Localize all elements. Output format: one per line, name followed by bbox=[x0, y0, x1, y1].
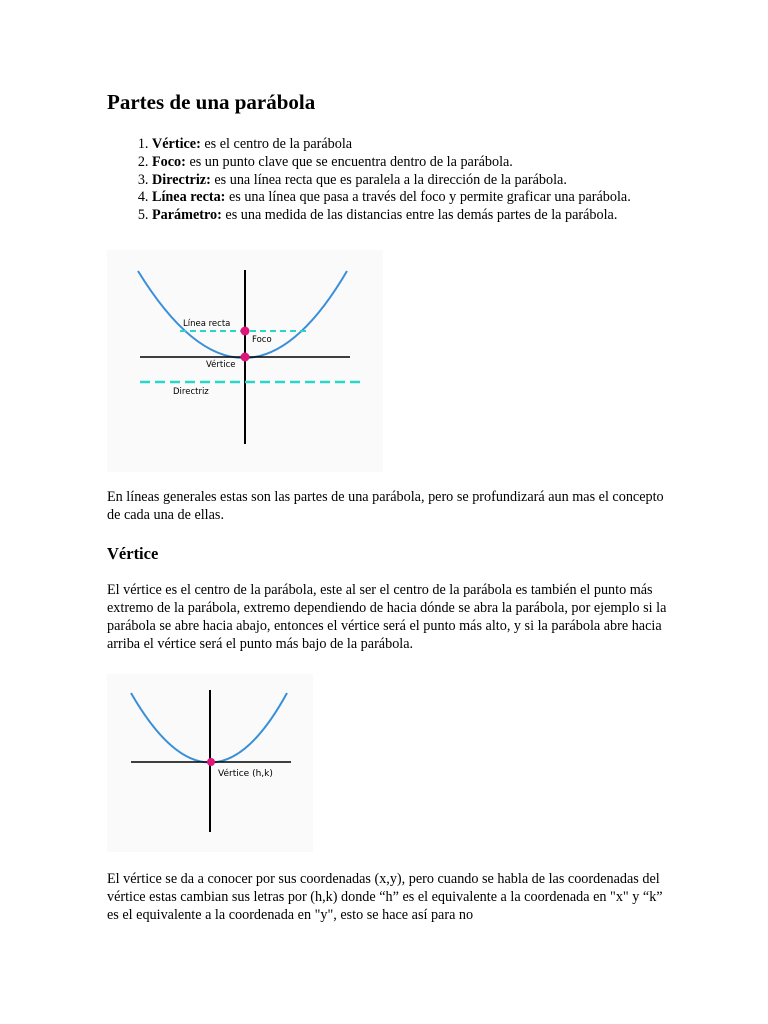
parabola-curve bbox=[138, 271, 347, 358]
coordinates-paragraph: El vértice se da a conocer por sus coordenadas (x,y), pero cuando se habla de las coordenadas del vértice estas cambian sus letras por (h,k) donde “h” es el equivalente a la coordenada en "x" y “k” es el equivalente a la coordenada en "y", esto se hace así para no bbox=[107, 871, 663, 923]
foco-point bbox=[241, 327, 250, 336]
list-item bbox=[152, 136, 722, 154]
list-item-text: es una línea que pasa a través del foco y permite graficar una parábola. bbox=[225, 189, 631, 206]
directriz-label: Directriz bbox=[173, 387, 209, 397]
section-heading-vertice: Vértice bbox=[107, 544, 159, 563]
vertice-point bbox=[207, 758, 215, 766]
page-title: Partes de una parábola bbox=[107, 90, 316, 114]
list-item bbox=[152, 207, 722, 225]
vertice-point bbox=[241, 353, 250, 362]
list-item-text: es el centro de la parábola bbox=[200, 136, 353, 152]
parts-list bbox=[107, 136, 722, 225]
vertice-paragraph: El vértice es el centro de la parábola, este al ser el centro de la parábola es también el punto más extremo de la parábola, extremo dependiendo de hacia dónde se abra la parábola, por ejemplo si la parábola se abre hacia abajo, entonces el vértice será el punto más alto, y si la parábola abre hacia arriba el vértice será el punto más bajo de la parábola. bbox=[107, 582, 667, 652]
list-item bbox=[152, 172, 722, 190]
vertice-figure bbox=[107, 674, 313, 852]
list-item-text: es una medida de las distancias entre las demás partes de la parábola. bbox=[221, 207, 618, 224]
list-item-term: Vértice: bbox=[152, 136, 201, 152]
list-item-term: Línea recta: bbox=[152, 189, 226, 206]
foco-label: Foco bbox=[252, 335, 272, 345]
list-item-term: Directriz: bbox=[152, 171, 211, 188]
parabola-parts-figure bbox=[107, 250, 383, 472]
vertice-label: Vértice (h,k) bbox=[218, 769, 273, 779]
list-item-term: Foco: bbox=[152, 153, 186, 170]
list-item-text: es una línea recta que es paralela a la dirección de la parábola. bbox=[210, 171, 567, 188]
linea-recta-label: Línea recta bbox=[183, 319, 231, 329]
list-item bbox=[152, 154, 722, 172]
vertice-label: Vértice bbox=[206, 360, 236, 370]
list-item bbox=[152, 189, 722, 207]
list-item-text: es un punto clave que se encuentra dentro de la parábola. bbox=[185, 153, 513, 170]
list-item-term: Parámetro: bbox=[152, 207, 222, 224]
intro-paragraph: En líneas generales estas son las partes de una parábola, pero se profundizará aun mas el concepto de cada una de ellas. bbox=[107, 489, 664, 523]
